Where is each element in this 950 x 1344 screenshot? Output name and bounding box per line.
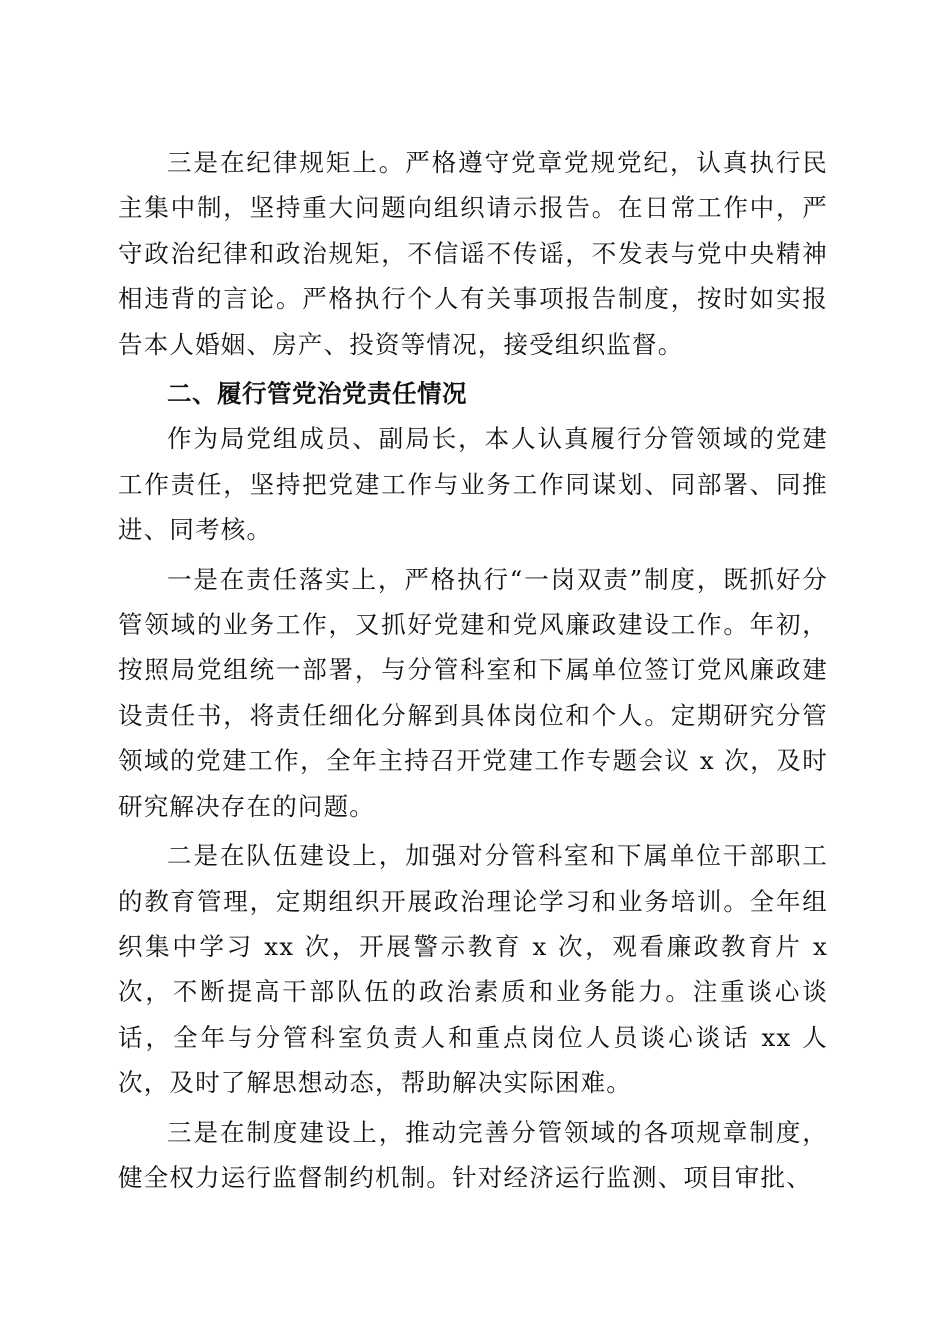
paragraph-discipline: 三是在纪律规矩上。严格遵守党章党规党纪，认真执行民主集中制，坚持重大问题向组织请示报告。在日常工作中，严守政治纪律和政治规矩，不信谣不传谣，不发表与党中央精神相违背的言论。严格执行个人有关事项报告制度，按时如实报告本人婚姻、房产、投资等情况，接受组织监督。 [118, 148, 828, 359]
paragraph-intro: 作为局党组成员、副局长，本人认真履行分管领域的党建工作责任，坚持把党建工作与业务工作同谋划、同部署、同推进、同考核。 [118, 424, 828, 545]
document-body [118, 140, 828, 1200]
paragraph-responsibility: 一是在责任落实上，严格执行“一岗双责”制度，既抓好分管领域的业务工作，又抓好党建和党风廉政建设工作。年初，按照局党组统一部署，与分管科室和下属单位签订党风廉政建设责任书，将责任细化分解到具体岗位和个人。定期研究分管领域的党建工作，全年主持召开党建工作专题会议 x 次，及时研究解决存在的问题。 [118, 564, 828, 821]
paragraph-team-building: 二是在队伍建设上，加强对分管科室和下属单位干部职工的教育管理，定期组织开展政治理论学习和业务培训。全年组织集中学习 xx 次，开展警示教育 x 次，观看廉政教育片 x 次，不断提高干部队伍的政治素质和业务能力。注重谈心谈话，全年与分管科室负责人和重点岗位人员谈心谈话 xx 人次，及时了解思想动态，帮助解决实际困难。 [118, 841, 828, 1098]
paragraph-institution: 三是在制度建设上，推动完善分管领域的各项规章制度，健全权力运行监督制约机制。针对经济运行监测、项目审批、 [118, 1117, 828, 1192]
section-heading: 二、履行管党治党责任情况 [167, 379, 467, 409]
